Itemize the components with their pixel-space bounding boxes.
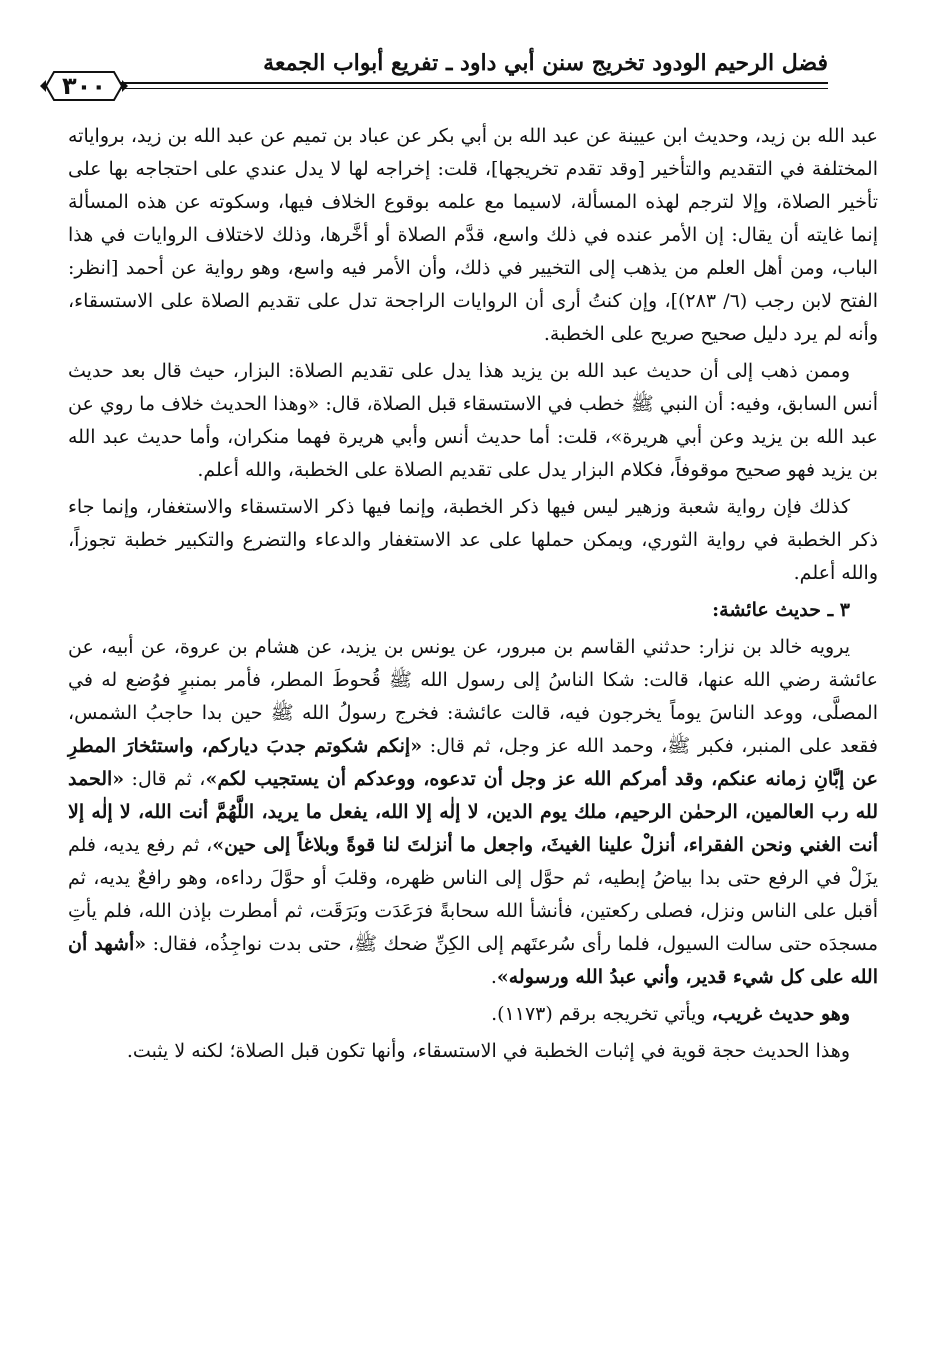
header-rule-thick (58, 82, 828, 84)
header-rule-thin (58, 88, 828, 89)
narration-text: ، ثم قال: (124, 768, 206, 790)
narration-text: يرويه خالد بن نزار: حدثني القاسم بن مبرور، عن يونس بن يزيد، عن هشام بن عروة، عن أبيه، عن عائشة رضي الله عنها، قالت: شكا الناسُ إلى رسول الله ﷺ قُحوطَ المطر، فأمر بمنبرٍ فوُضع له في المصلَّى، ووعد الناسَ يوماً يخرجون فيه، قالت عائشة: فخرج رسولُ الله ﷺ حين بدا حاجبُ الشمس، فقعد على المنبر، فكبر ﷺ، وحمد الله عز وجل، ثم قال: (68, 636, 878, 757)
hadith-quote: «إنكم شكوتم جدبَ دياركم، واستئخارَ المطرِ عن إبَّانِ زمانه عنكم، وقد أمركم الله عز وجل أن تدعوه، ووعدكم أن يستجيب لكم» (68, 735, 879, 790)
paragraph-4 (68, 631, 878, 994)
narration-text: ، ثم رفع يديه، فلم يزَلْ في الرفع حتى بدا بياضُ إبطيه، ثم حوَّل إلى الناس ظهره، وقلبَ أو حوَّلَ رداءه، وهو رافعٌ يديه، ثم أقبل على الناس ونزل، فصلى ركعتين، فأنشأ الله سحابةً فرَعَدَت وبَرَقَت، ثم أمطرت بإذن الله، فلم يأتِ مسجدَه حتى سالت السيول، فلما رأى سُرعتَهم إلى الكِنِّ ضحك ﷺ، حتى بدت نواجِذُه، فقال: (68, 834, 879, 955)
paragraph-1: عبد الله بن زيد، وحديث ابن عيينة عن عبد الله بن أبي بكر عن عباد بن تميم عن عبد الله بن زيد، برواياته المختلفة في التقديم والتأخير [وقد تقدم تخريجها]، قلت: إخراجه لها لا يدل عندي على احتجاجه بها على تأخير الصلاة، وإلا لترجم لهذه المسألة، لاسيما مع علمه بوقوع الخلاف فيها، وسكوته عن هذه المسألة إنما غايته أن يقال: إن الأمر عنده في ذلك واسع، قدَّم الصلاة أو أخَّرها، وذلك لاختلاف الروايات في هذا الباب، ومن أهل العلم من يذهب إلى التخيير في ذلك، وأن الأمر فيه واسع، وهو رواية عن أحمد [انظر: الفتح لابن رجب (٦/ ٢٨٣)]، وإن كنتُ أرى أن الروايات الراجحة تدل على تقديم الصلاة على الاستسقاء، وأنه لم يرد دليل صحيح صريح على الخطبة. (68, 125, 878, 345)
reference-text: ويأتي تخريجه برقم (١١٧٣). (491, 1003, 712, 1025)
paragraph-3: كذلك فإن رواية شعبة وزهير ليس فيها ذكر الخطبة، وإنما فيها ذكر الاستسقاء والاستغفار، وإنما جاء ذكر الخطبة في رواية الثوري، ويمكن حملها على عد الاستغفار والدعاء والتضرع والتكبير خطبة تجوزاً، والله أعلم. (68, 496, 878, 584)
page-number-badge (38, 66, 130, 106)
paragraph-2: وممن ذهب إلى أن حديث عبد الله بن يزيد هذا يدل على تقديم الصلاة: البزار، حيث قال بعد حديث أنس السابق، وفيه: أن النبي ﷺ خطب في الاستسقاء قبل الصلاة، قال: «وهذا الحديث خلاف ما روي عن عبد الله بن يزيد وعن أبي هريرة»، قلت: أما حديث أنس وأبي هريرة فهما منكران، وأما حديث عبد الله بن يزيد فهو صحيح موقوفاً، فكلام البزار يدل على تقديم الصلاة على الخطبة، والله أعلم. (68, 360, 878, 481)
paragraph-5 (68, 998, 878, 1031)
narration-text: . (490, 966, 497, 988)
section-heading: ٣ ـ حديث عائشة: (712, 599, 850, 621)
running-title: فضل الرحيم الودود تخريج سنن أبي داود ـ تفريع أبواب الجمعة (263, 50, 828, 76)
paragraph-6: وهذا الحديث حجة قوية في إثبات الخطبة في الاستسقاء، وأنها تكون قبل الصلاة؛ لكنه لا يثبت. (126, 1040, 850, 1062)
grading-text: وهو حديث غريب، (711, 1003, 850, 1025)
page-number: ٣٠٠ (62, 72, 106, 100)
hadith-quote: «أشهد أن الله على كل شيء قدير، وأني عبدُ الله ورسوله» (68, 933, 878, 988)
hadith-quote: «الحمد لله رب العالمين، الرحمٰن الرحيم، ملك يوم الدين، لا إلٰه إلا الله، يفعل ما يريد، اللَّهُمَّ أنت الله، لا إلٰه إلا أنت الغني ونحن الفقراء، أنزلْ علينا الغيثَ، واجعل ما أنزلتَ لنا قوةً وبلاغاً إلى حين» (68, 768, 878, 856)
main-text (68, 120, 878, 1072)
